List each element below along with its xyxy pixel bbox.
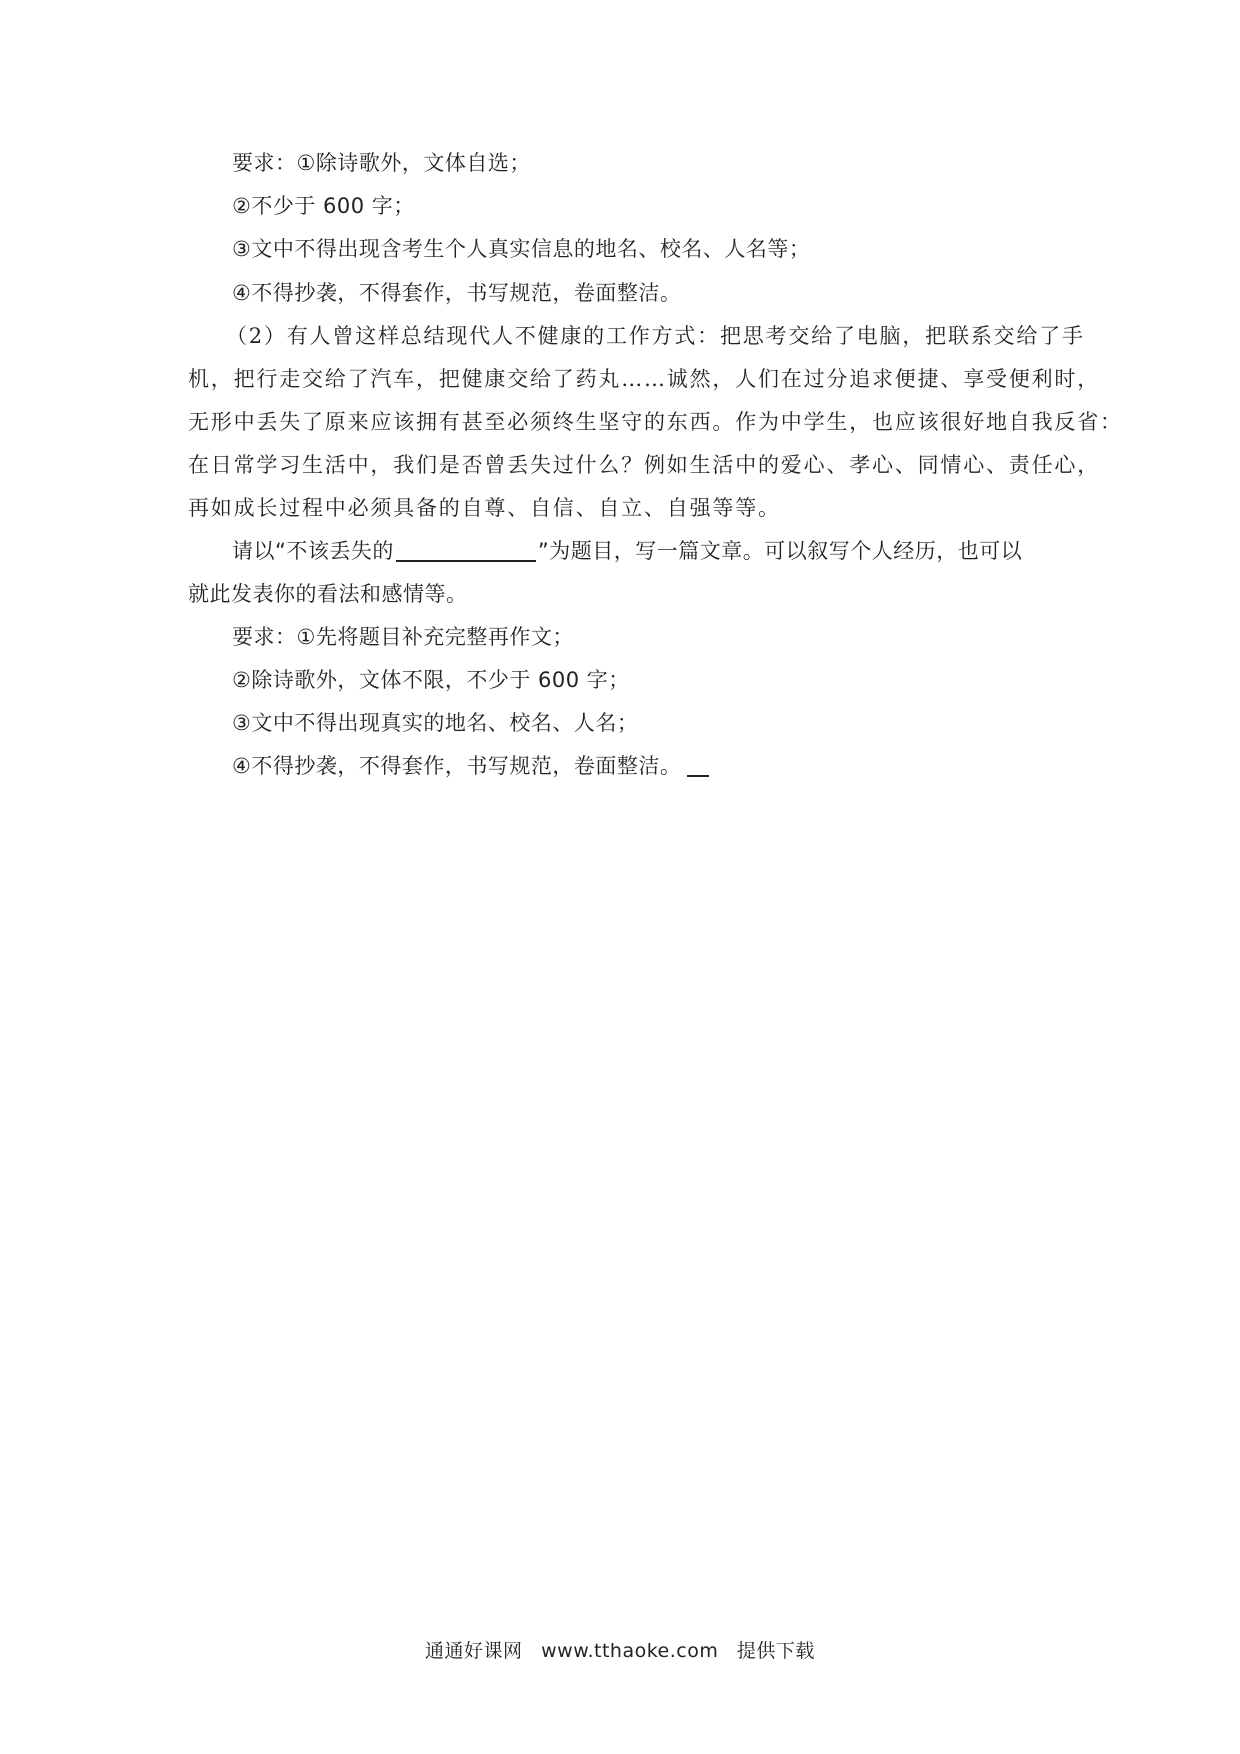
prompt-2-line-3: 无形中丢失了原来应该拥有甚至必须终生坚守的东西。作为中学生，也应该很好地自我反省： — [188, 410, 1123, 434]
answer-blank-underline — [687, 753, 709, 777]
prompt-2-line-5: 再如成长过程中必须具备的自尊、自信、自立、自强等等。 — [188, 496, 781, 520]
title-instruction-line-2: 就此发表你的看法和感情等。 — [188, 582, 468, 606]
footer-url[interactable]: www.tthaoke.com — [541, 1640, 719, 1662]
page-footer — [0, 1638, 1240, 1664]
requirement-1-line-3: ③文中不得出现含考生个人真实信息的地名、校名、人名等； — [232, 237, 811, 261]
prompt-2-line-4: 在日常学习生活中，我们是否曾丢失过什么？例如生活中的爱心、孝心、同情心、责任心， — [188, 453, 1100, 477]
title-blank-underline — [396, 538, 536, 562]
prompt-2-line-1: （2）有人曾这样总结现代人不健康的工作方式：把思考交给了电脑，把联系交给了手 — [226, 324, 1085, 348]
requirement-1-line-4: ④不得抄袭，不得套作，书写规范，卷面整洁。 — [232, 281, 682, 305]
title-instruction-line-1 — [232, 536, 1022, 566]
footer-note: 提供下载 — [736, 1640, 815, 1662]
footer-site-name: 通通好课网 — [425, 1640, 523, 1662]
requirement-1-line-2: ②不少于 600 字； — [232, 194, 415, 218]
requirement-2-line-2: ②除诗歌外，文体不限，不少于 600 字； — [232, 668, 630, 692]
requirement-2-line-1: 要求：①先将题目补充完整再作文； — [232, 625, 574, 649]
prompt-2-line-2: 机，把行走交给了汽车，把健康交给了药丸……诚然，人们在过分追求便捷、享受便利时， — [188, 367, 1100, 391]
requirement-2-line-4-text: ④不得抄袭，不得套作，书写规范，卷面整洁。 — [232, 754, 682, 778]
requirement-1-line-1: 要求：①除诗歌外，文体自选； — [232, 151, 531, 175]
title-instruction-suffix: ”为题目，写一篇文章。可以叙写个人经历，也可以 — [537, 539, 1023, 563]
requirement-2-line-3: ③文中不得出现真实的地名、校名、人名； — [232, 711, 639, 735]
requirement-2-line-4 — [232, 751, 709, 781]
title-instruction-prefix: 请以“不该丢失的 — [232, 539, 394, 563]
